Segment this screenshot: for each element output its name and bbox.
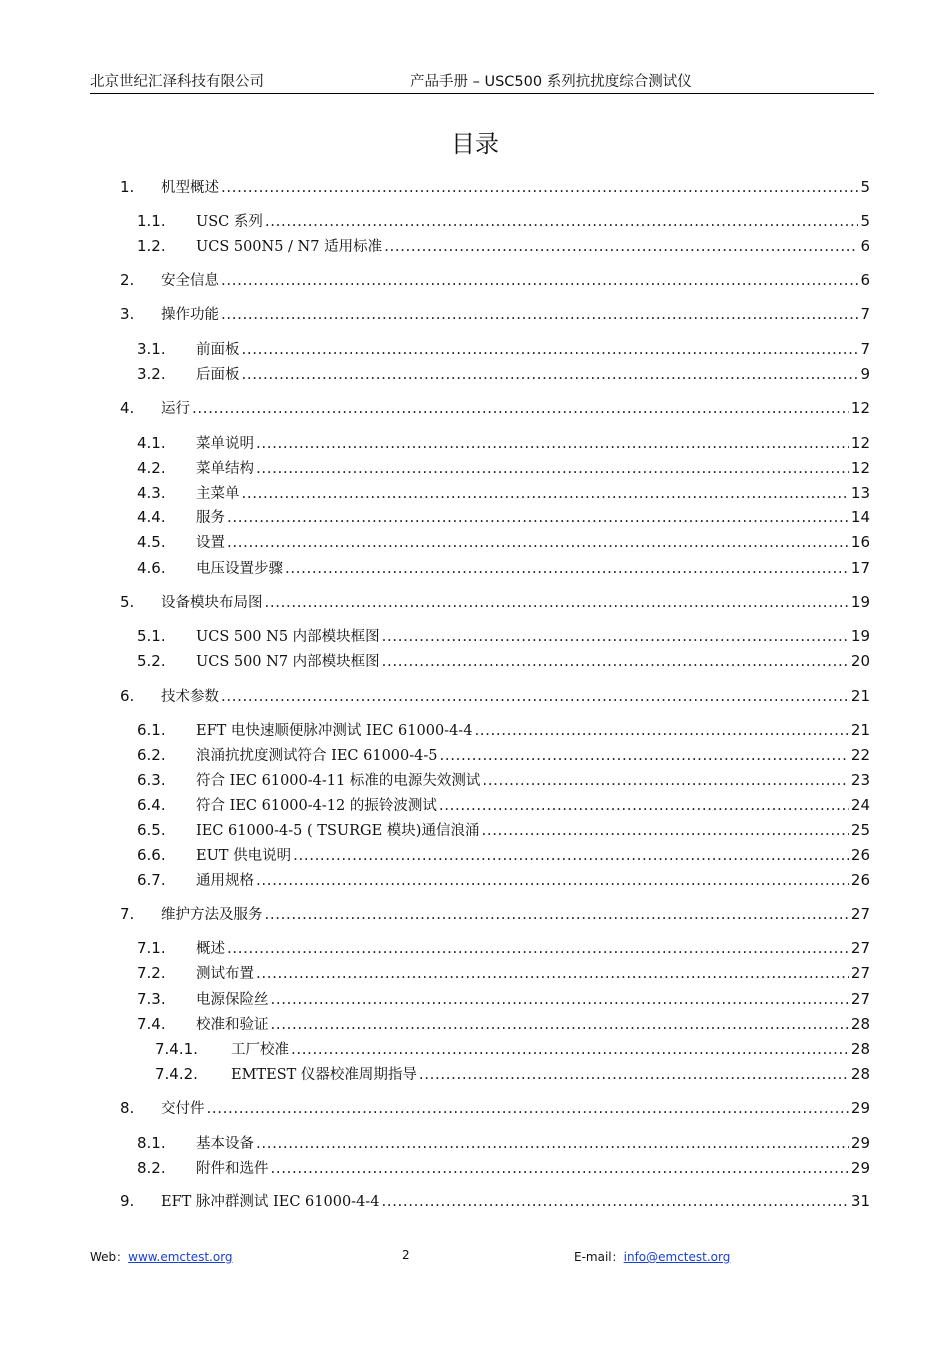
toc-page: 5: [860, 212, 870, 230]
toc-entry[interactable]: [137, 962, 870, 984]
toc-label: 主菜单: [196, 486, 240, 502]
toc-label: 运行: [161, 401, 190, 417]
toc-entry[interactable]: [155, 1038, 870, 1060]
toc-entry[interactable]: [137, 869, 870, 891]
toc-page: 31: [850, 1192, 870, 1210]
toc-entry[interactable]: [137, 769, 870, 791]
toc-label: 校准和验证: [196, 1017, 269, 1033]
toc-entry[interactable]: [137, 744, 870, 766]
toc-entry[interactable]: [120, 903, 870, 925]
toc-page: 29: [850, 1134, 870, 1152]
footer-web: [90, 1248, 233, 1265]
toc-entry[interactable]: [137, 457, 870, 479]
toc-number: 6.1.: [137, 721, 166, 739]
toc-number: 1.1.: [137, 212, 166, 230]
toc-label: EMTEST 仪器校准周期指导: [231, 1067, 417, 1083]
toc-entry[interactable]: [120, 591, 870, 613]
toc-number: 4.6.: [137, 559, 166, 577]
toc-page: 19: [850, 627, 870, 645]
toc-page: 12: [850, 399, 870, 417]
toc-label: 技术参数: [161, 689, 219, 705]
toc-leader: [221, 303, 858, 325]
toc-leader: [256, 457, 849, 479]
toc-number: 4.4.: [137, 508, 166, 526]
toc-page: 17: [850, 559, 870, 577]
toc-number: 7.: [120, 905, 135, 923]
toc-leader: [207, 1097, 849, 1119]
toc-number: 7.3.: [137, 990, 166, 1008]
toc-label: 电压设置步骤: [196, 561, 283, 577]
toc-number: 5.1.: [137, 627, 166, 645]
toc-leader: [227, 531, 849, 553]
toc-label: 后面板: [196, 367, 240, 383]
toc-number: 7.4.1.: [155, 1040, 198, 1058]
toc-label: 通用规格: [196, 873, 254, 889]
toc-leader: [265, 903, 849, 925]
toc-entry[interactable]: [137, 1157, 870, 1179]
toc-entry[interactable]: [137, 210, 870, 232]
toc-leader: [271, 1157, 849, 1179]
toc-number: 6.3.: [137, 771, 166, 789]
toc-leader: [384, 235, 858, 257]
toc-number: 4.5.: [137, 533, 166, 551]
toc-leader: [285, 557, 849, 579]
toc-leader: [293, 844, 849, 866]
toc-entry[interactable]: [155, 1063, 870, 1085]
toc-number: 6.4.: [137, 796, 166, 814]
toc-entry[interactable]: [120, 1097, 870, 1119]
toc-number: 6.6.: [137, 846, 166, 864]
toc-leader: [265, 591, 849, 613]
toc-entry[interactable]: [137, 482, 870, 504]
toc-label: EUT 供电说明: [196, 848, 292, 864]
toc-entry[interactable]: [137, 794, 870, 816]
toc-leader: [221, 685, 849, 707]
toc-label: 维护方法及服务: [161, 907, 263, 923]
toc-label: 安全信息: [161, 273, 219, 289]
toc-entry[interactable]: [137, 819, 870, 841]
web-link[interactable]: www.emctest.org: [128, 1250, 233, 1264]
toc-page: 26: [850, 871, 870, 889]
toc-label: 符合 IEC 61000-4-11 标准的电源失效测试: [196, 773, 481, 789]
toc-page: 16: [850, 533, 870, 551]
toc-label: EFT 脉冲群测试 IEC 61000-4-4: [161, 1194, 380, 1210]
toc-leader: [256, 962, 849, 984]
toc-page: 7: [860, 340, 870, 358]
toc-leader: [271, 1013, 849, 1035]
toc-entry[interactable]: [137, 937, 870, 959]
toc-leader: [439, 794, 849, 816]
toc-page: 28: [850, 1065, 870, 1083]
toc-entry[interactable]: [120, 685, 870, 707]
toc-label: UCS 500 N5 内部模块框图: [196, 629, 380, 645]
toc-label: 工厂校准: [231, 1042, 289, 1058]
toc-leader: [227, 937, 849, 959]
toc-entry[interactable]: [137, 650, 870, 672]
toc-number: 7.4.2.: [155, 1065, 198, 1083]
toc-entry[interactable]: [137, 719, 870, 741]
toc-entry[interactable]: [120, 269, 870, 291]
toc-title: 目录: [451, 130, 499, 158]
toc-number: 6.: [120, 687, 135, 705]
toc-page: 23: [850, 771, 870, 789]
toc-leader: [242, 363, 859, 385]
toc-page: 27: [850, 990, 870, 1008]
toc-entry[interactable]: [120, 176, 870, 198]
toc-number: 8.: [120, 1099, 135, 1117]
toc-page: 27: [850, 905, 870, 923]
toc-page: 14: [850, 508, 870, 526]
toc-page: 24: [850, 796, 870, 814]
toc-leader: [382, 650, 849, 672]
toc-label: 附件和选件: [196, 1161, 269, 1177]
toc-label: 菜单说明: [196, 436, 254, 452]
toc-page: 27: [850, 939, 870, 957]
toc-number: 6.2.: [137, 746, 166, 764]
toc-label: UCS 500N5 / N7 适用标准: [196, 239, 383, 255]
toc-leader: [227, 506, 849, 528]
toc-leader: [474, 719, 848, 741]
toc-number: 3.1.: [137, 340, 166, 358]
toc-label: 菜单结构: [196, 461, 254, 477]
toc-number: 9.: [120, 1192, 135, 1210]
toc-leader: [192, 397, 849, 419]
toc-entry[interactable]: [137, 432, 870, 454]
toc-number: 8.1.: [137, 1134, 166, 1152]
toc-label: 设备模块布局图: [161, 595, 263, 611]
toc-page: 12: [850, 434, 870, 452]
toc-label: 概述: [196, 941, 225, 957]
toc-entry[interactable]: [137, 557, 870, 579]
toc-entry[interactable]: [137, 338, 870, 360]
toc-number: 6.5.: [137, 821, 166, 839]
toc-number: 4.: [120, 399, 135, 417]
toc-leader: [256, 432, 849, 454]
toc-label: UCS 500 N7 内部模块框图: [196, 654, 380, 670]
toc-page: 22: [850, 746, 870, 764]
email-link[interactable]: info@emctest.org: [623, 1250, 731, 1264]
toc-leader: [242, 338, 859, 360]
toc-number: 5.: [120, 593, 135, 611]
toc-leader: [291, 1038, 849, 1060]
toc-entry[interactable]: [137, 1132, 870, 1154]
toc-label: 交付件: [161, 1101, 205, 1117]
toc-label: USC 系列: [196, 214, 263, 230]
toc-page: 12: [850, 459, 870, 477]
toc-leader: [482, 769, 849, 791]
toc-page: 13: [850, 484, 870, 502]
toc-entry[interactable]: [137, 506, 870, 528]
toc-leader: [221, 176, 858, 198]
toc-page: 27: [850, 964, 870, 982]
toc-number: 1.: [120, 178, 135, 196]
toc-label: 基本设备: [196, 1136, 254, 1152]
toc-label: 符合 IEC 61000-4-12 的振铃波测试: [196, 798, 437, 814]
header-doc-title: 产品手册 – USC500 系列抗扰度综合测试仪: [410, 74, 692, 90]
toc-page: 25: [850, 821, 870, 839]
toc-leader: [242, 482, 849, 504]
toc-number: 4.1.: [137, 434, 166, 452]
toc-page: 21: [850, 687, 870, 705]
toc-number: 3.2.: [137, 365, 166, 383]
toc-label: 测试布置: [196, 966, 254, 982]
toc-entry[interactable]: [137, 625, 870, 647]
toc-leader: [265, 210, 859, 232]
toc-number: 4.2.: [137, 459, 166, 477]
toc-page: 5: [860, 178, 870, 196]
toc-label: 设置: [196, 535, 225, 551]
toc-leader: [271, 988, 849, 1010]
toc-page: 20: [850, 652, 870, 670]
toc-label: 电源保险丝: [196, 992, 269, 1008]
toc-page: 7: [860, 305, 870, 323]
toc-leader: [256, 1132, 849, 1154]
toc-page: 19: [850, 593, 870, 611]
toc-entry[interactable]: [120, 1190, 870, 1212]
toc-label: 机型概述: [161, 180, 219, 196]
toc-number: 7.1.: [137, 939, 166, 957]
toc-entry[interactable]: [120, 303, 870, 325]
toc-label: EFT 电快速顺便脉冲测试 IEC 61000-4-4: [196, 723, 473, 739]
toc-number: 3.: [120, 305, 135, 323]
toc-page: 6: [860, 271, 870, 289]
toc-entry[interactable]: [137, 988, 870, 1010]
toc-label: 浪涌抗扰度测试符合 IEC 61000-4-5: [196, 748, 438, 764]
toc-number: 8.2.: [137, 1159, 166, 1177]
toc-page: 26: [850, 846, 870, 864]
toc-number: 7.4.: [137, 1015, 166, 1033]
toc-entry[interactable]: [120, 397, 870, 419]
toc-leader: [440, 744, 849, 766]
footer-email: [574, 1248, 730, 1265]
toc-number: 1.2.: [137, 237, 166, 255]
toc-page: 21: [850, 721, 870, 739]
toc-label: 服务: [196, 510, 225, 526]
toc-entry[interactable]: [137, 235, 870, 257]
toc-page: 29: [850, 1099, 870, 1117]
toc-number: 7.2.: [137, 964, 166, 982]
header-company: 北京世纪汇泽科技有限公司: [90, 74, 264, 90]
toc-entry[interactable]: [137, 1013, 870, 1035]
toc-number: 6.7.: [137, 871, 166, 889]
toc-leader: [481, 819, 848, 841]
toc-entry[interactable]: [137, 363, 870, 385]
footer-web-label: Web：: [90, 1250, 129, 1264]
toc-label: 前面板: [196, 342, 240, 358]
toc-leader: [419, 1063, 849, 1085]
toc-page: 6: [860, 237, 870, 255]
toc-page: 28: [850, 1015, 870, 1033]
toc-page: 28: [850, 1040, 870, 1058]
toc-entry[interactable]: [137, 844, 870, 866]
toc-page: 9: [860, 365, 870, 383]
toc-leader: [256, 869, 849, 891]
toc-page: 29: [850, 1159, 870, 1177]
toc-label: IEC 61000-4-5 ( TSURGE 模块)通信浪涌: [196, 823, 480, 839]
toc-leader: [381, 1190, 848, 1212]
footer-email-label: E-mail：: [574, 1250, 624, 1264]
toc-number: 4.3.: [137, 484, 166, 502]
toc-entry[interactable]: [137, 531, 870, 553]
toc-leader: [221, 269, 858, 291]
toc-leader: [382, 625, 849, 647]
toc-number: 2.: [120, 271, 135, 289]
footer-page-number: 2: [402, 1248, 410, 1262]
toc-label: 操作功能: [161, 307, 219, 323]
toc-number: 5.2.: [137, 652, 166, 670]
